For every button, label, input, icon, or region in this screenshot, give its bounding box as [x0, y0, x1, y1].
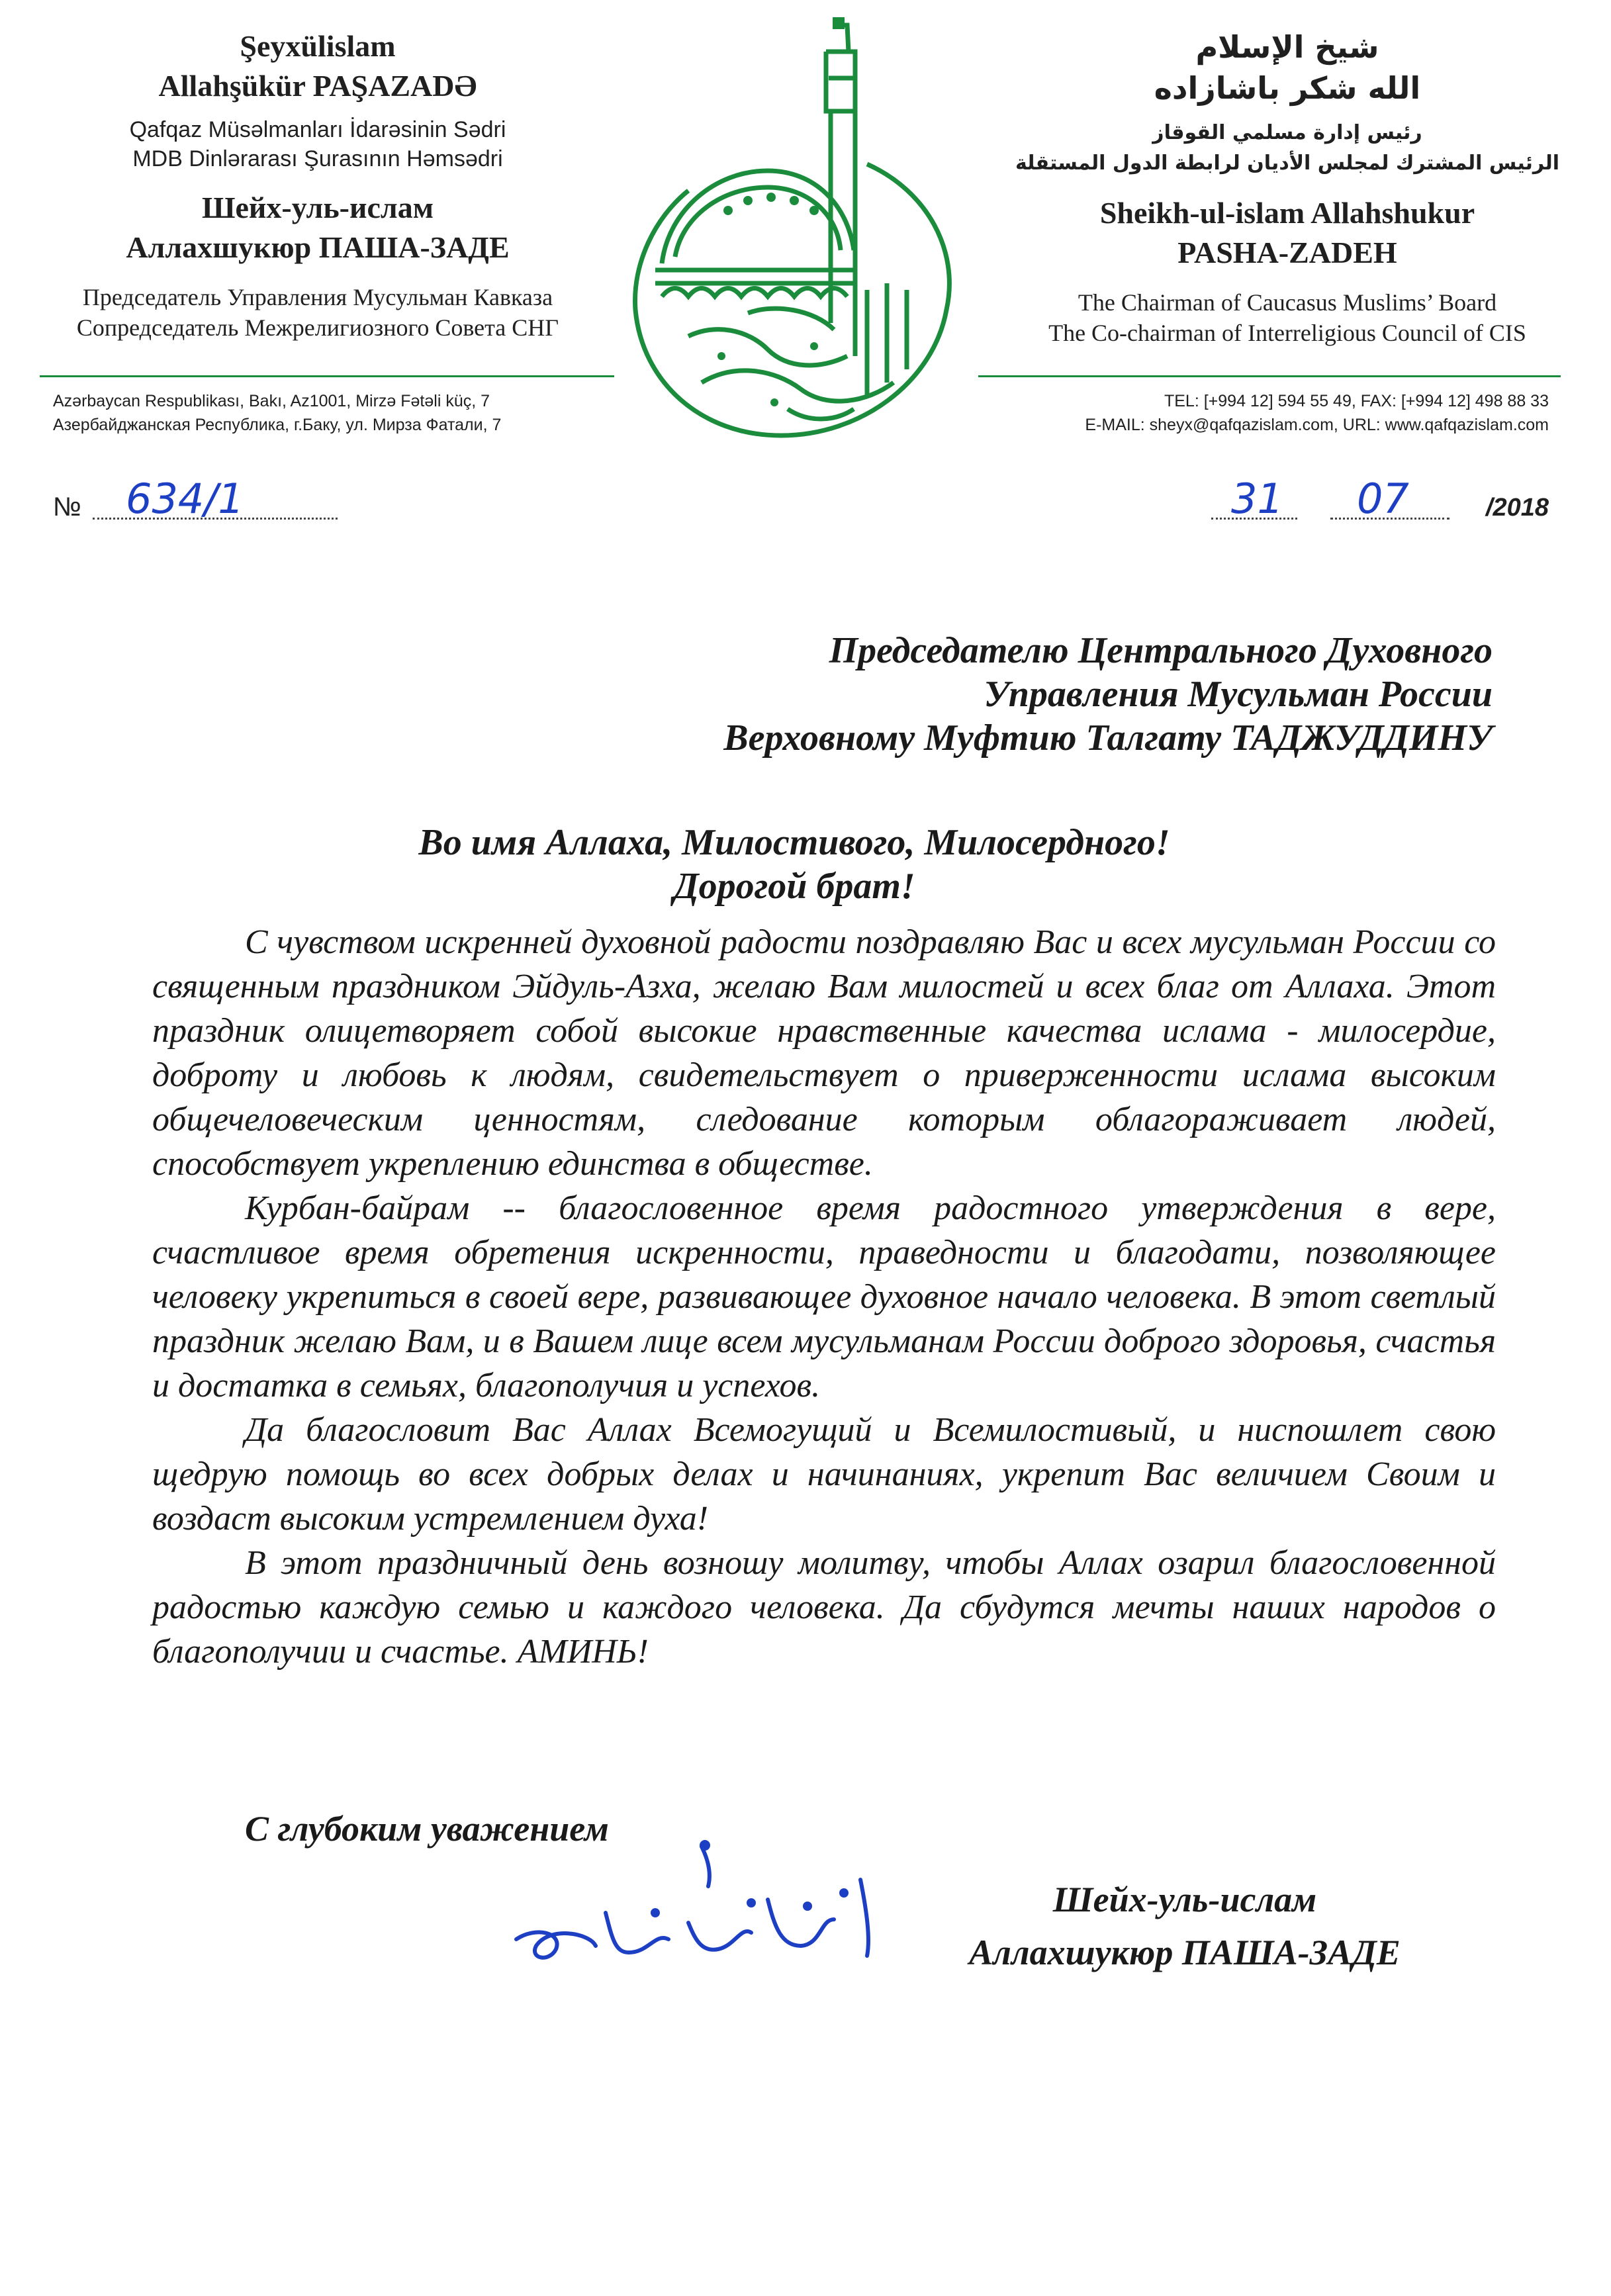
- greeting: Дорогой брат!: [673, 866, 915, 907]
- title-ar: شيخ الإسلام: [1195, 29, 1379, 65]
- signer-block: [887, 1873, 1483, 1979]
- position-en-1: The Chairman of Caucasus Muslims’ Board: [1078, 289, 1497, 316]
- contacts-email-url: E-MAIL: sheyx@qafqazislam.com, URL: www.qafqazislam.com: [1085, 416, 1549, 434]
- address-az: Azərbaycan Respublikası, Bakı, Az1001, Mirzə Fətəli küç, 7: [53, 392, 490, 410]
- signer-name: Аллахшукюр ПАША-ЗАДЕ: [969, 1933, 1401, 1972]
- position-ar-2: الرئيس المشترك لمجلس الأديان لرابطة الدول المستقلة: [1015, 152, 1560, 175]
- name-ar: الله شكر باشازاده: [1154, 70, 1421, 106]
- title-en: Sheikh-ul-islam Allahshukur: [1099, 196, 1475, 230]
- title-ru: Шейх-уль-ислам: [201, 191, 434, 224]
- date-day: 31: [1231, 475, 1283, 523]
- body-paragraph: С чувством искренней духовной радости поздравляю Вас и всех мусульман России со священным праздником Эйдуль-Азха, желаю Вам милостей и всех благ от Аллаха. Этот праздник олицетворяет собой высокие нравственные качества ислама - милосердие, доброту и любовь к людям, свидетельствует о приверженности ислама высоким общечеловеческим ценностям, следование которым облагораживает людей, способствует укреплению единства в обществе.: [152, 923, 1496, 1183]
- number-handwritten: 634/1: [126, 475, 244, 523]
- position-az-2: MDB Dinlərarası Şurasının Həmsədri: [132, 146, 503, 171]
- name-ru: Аллахшукюр ПАША-ЗАДЕ: [126, 230, 510, 264]
- address-ru: Азербайджанская Республика, г.Баку, ул. Мирза Фатали, 7: [53, 416, 502, 434]
- registration-date: [1205, 473, 1549, 526]
- addressee-line-1: Председателю Центрального Духовного: [829, 630, 1493, 671]
- address-block: [53, 389, 596, 437]
- addressee-line-3: Верховному Муфтию Талгату ТАДЖУДДИНУ: [723, 717, 1493, 758]
- position-ru-2: Сопредседатель Межрелигиозного Совета СНГ: [76, 314, 559, 341]
- registration-number: [53, 473, 357, 526]
- header-divider-right: [978, 375, 1561, 377]
- addressee-line-2: Управления Мусульман России: [984, 674, 1493, 715]
- contacts-block: [960, 389, 1549, 437]
- number-label: №: [53, 492, 81, 522]
- position-ar-1: رئيس إدارة مسلمي القوقاز: [1152, 121, 1422, 144]
- addressee-block: [463, 629, 1493, 760]
- body-paragraph: Курбан-байрам -- благословенное время радостного утверждения в вере, счастливое время обретения искренности, праведности и благодати, позволяющее человеку укрепиться в своей вере, развивающее духовное начало человека. В этот светлый праздник желаю Вам, и в Вашем лице всем мусульманам России доброго здоровья, счастья и достатка в семьях, благополучия и успехов.: [152, 1189, 1496, 1404]
- name-az: Allahşükür PAŞAZADƏ: [158, 69, 477, 103]
- position-en-2: The Co-chairman of Interreligious Council of CIS: [1048, 320, 1526, 346]
- title-az: Şeyxülislam: [240, 29, 396, 63]
- closing-regards: С глубоким уважением: [245, 1809, 609, 1849]
- position-ru-1: Председатель Управления Мусульман Кавказа: [82, 284, 553, 310]
- body-paragraph: Да благословит Вас Аллах Всемогущий и Всемилостивый, и ниспошлет свою щедрую помощь во всех добрых делах и начинаниях, укрепит Вас величием Своим и воздаст высоким устремлением духа!: [152, 1411, 1496, 1538]
- body-paragraph: В этот праздничный день возношу молитву, чтобы Аллах озарил благословенной радостью каждую семью и каждого человека. Да сбудутся мечты наших народов о благополучии и счастье. АМИНЬ!: [152, 1544, 1496, 1671]
- date-year: /2018: [1485, 494, 1549, 522]
- letter-body: [152, 920, 1496, 1674]
- invocation: Во имя Аллаха, Милостивого, Милосердного!: [418, 822, 1170, 863]
- header-left: [40, 26, 596, 343]
- header-right: [999, 26, 1575, 348]
- date-month: 07: [1357, 475, 1409, 523]
- header-divider-left: [40, 375, 614, 377]
- signer-title: Шейх-уль-ислам: [1052, 1880, 1317, 1919]
- mosque-calligraphy-emblem-icon: [616, 12, 973, 469]
- contacts-phone-fax: TEL: [+994 12] 594 55 49, FAX: [+994 12] 498 88 33: [1164, 392, 1549, 410]
- position-az-1: Qafqaz Müsəlmanları İdarəsinin Sədri: [129, 117, 506, 142]
- name-en: PASHA-ZADEH: [1177, 236, 1397, 269]
- handwritten-signature-icon: [490, 1840, 920, 2012]
